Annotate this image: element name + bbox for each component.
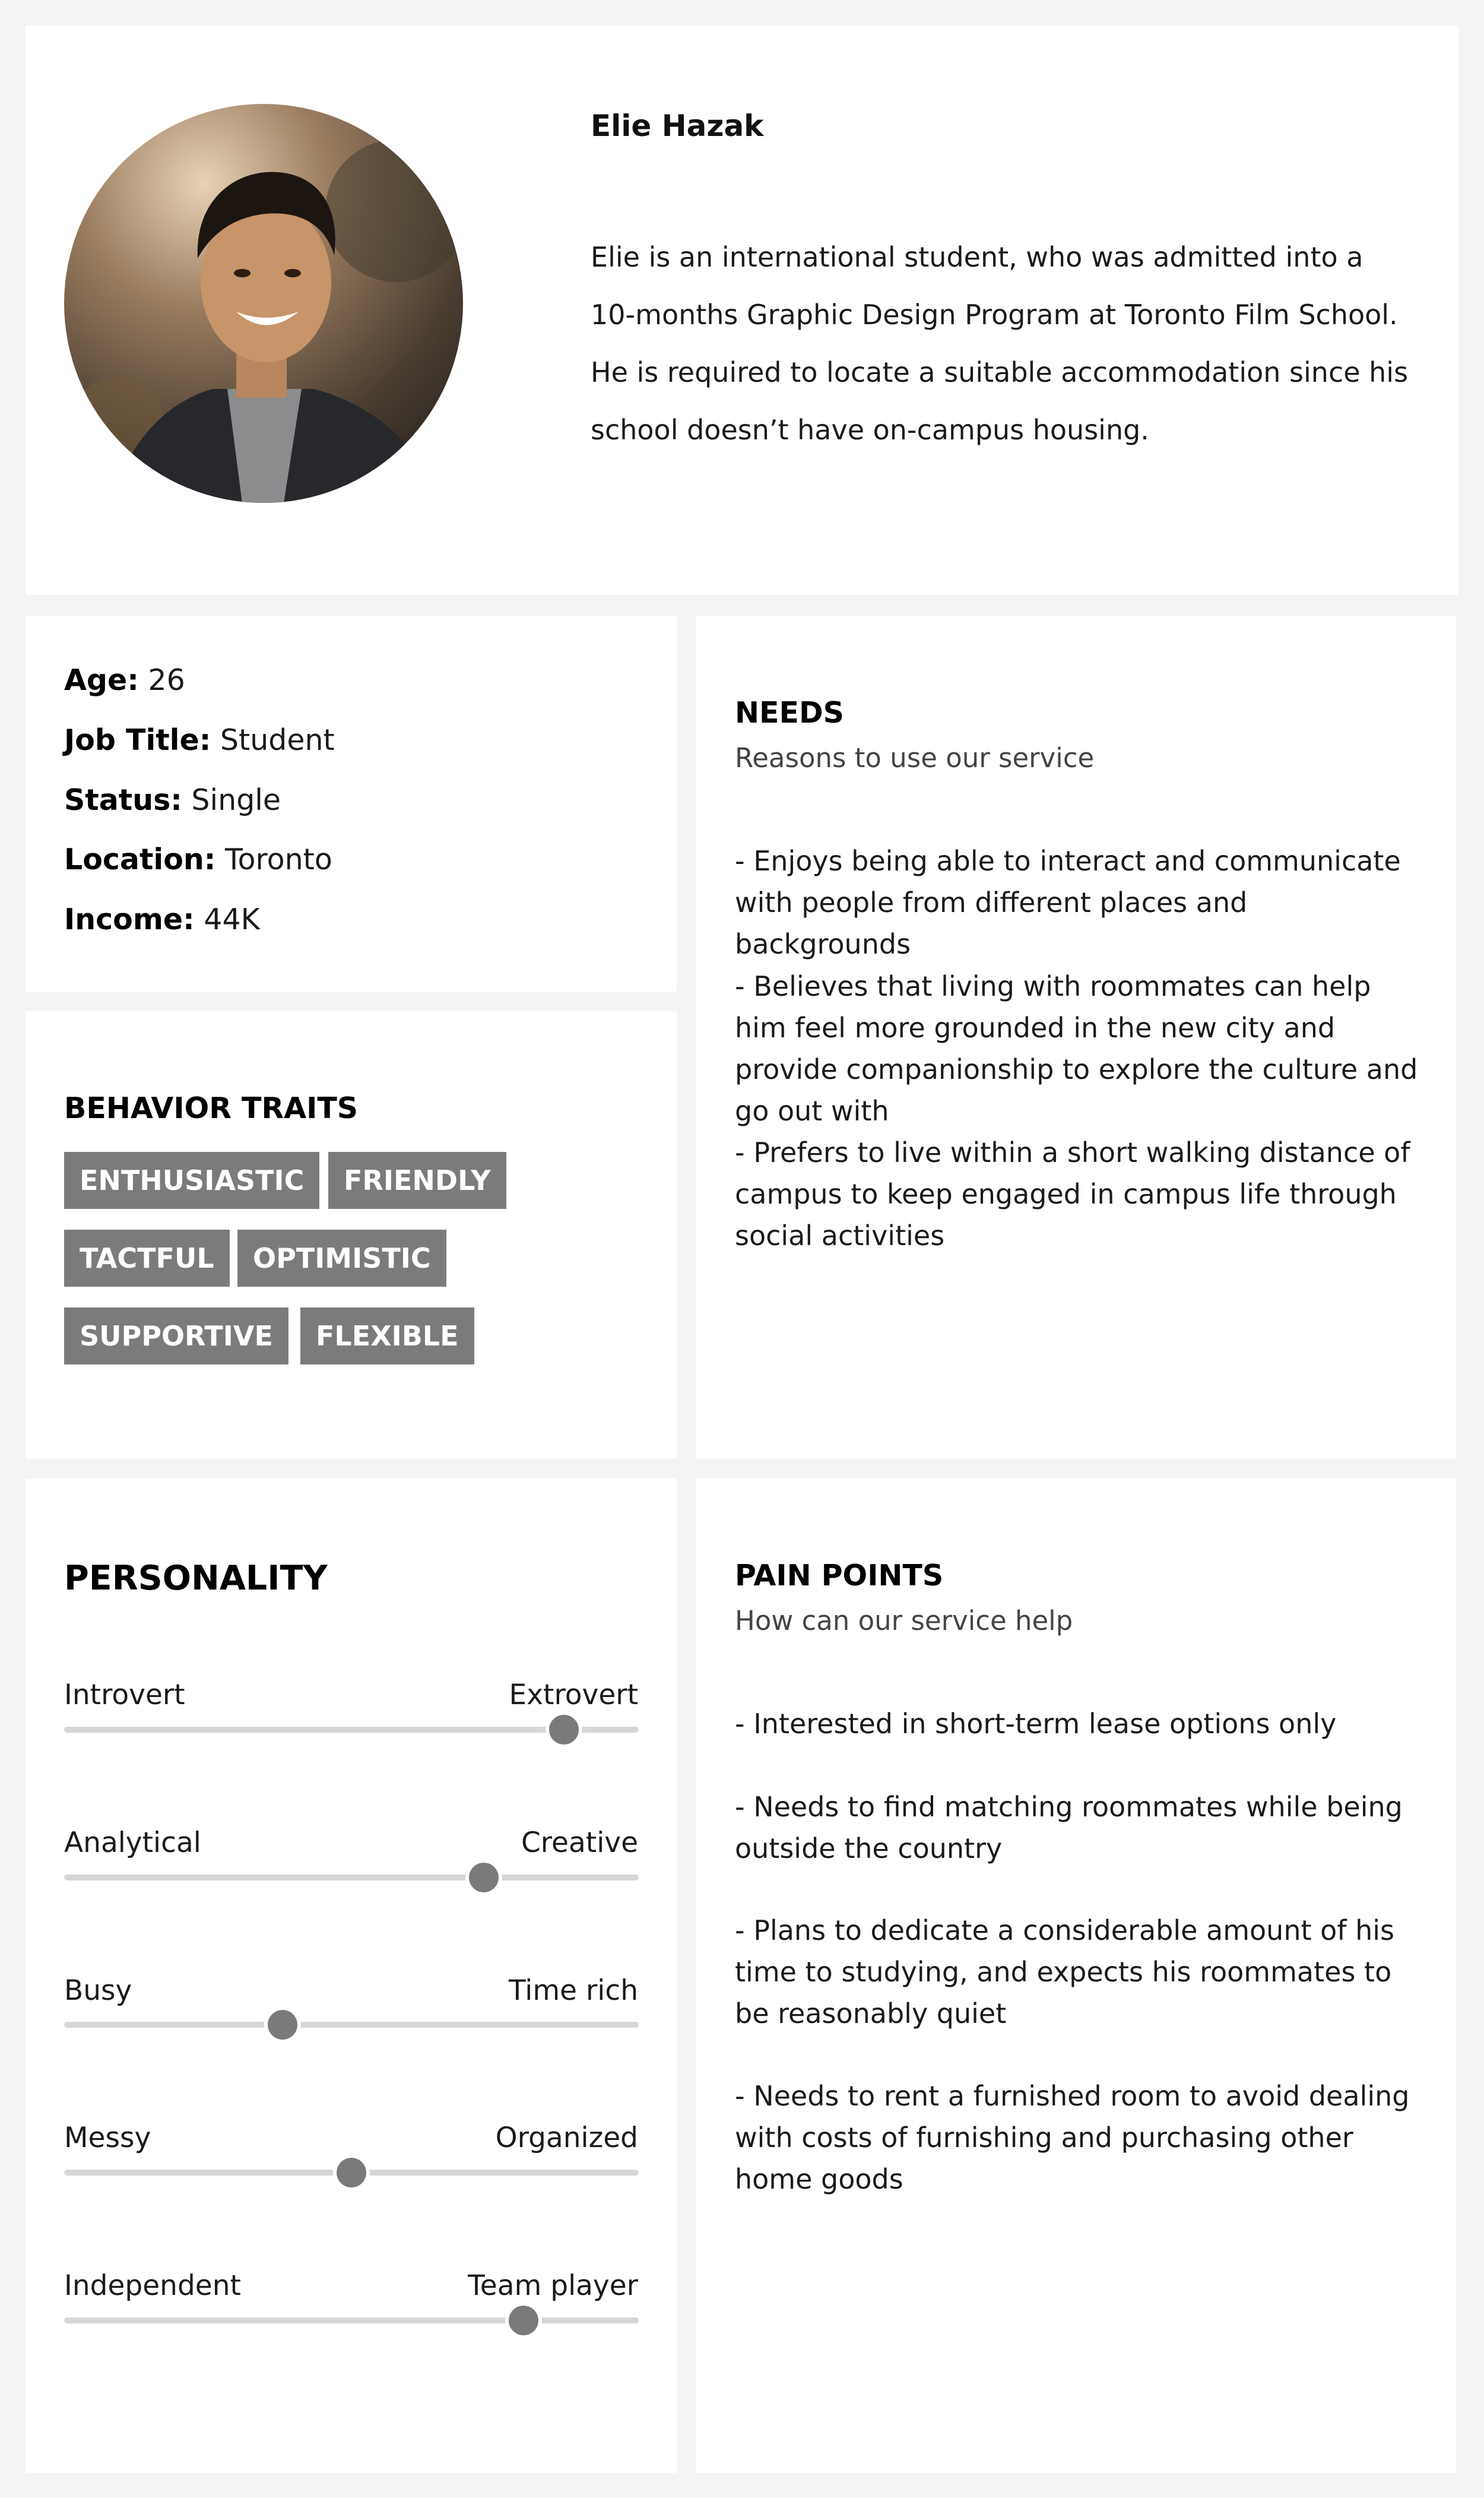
info-status — [64, 783, 281, 817]
info-label: Location: — [64, 843, 216, 876]
info-label: Income: — [64, 903, 195, 936]
slider-track[interactable] — [64, 2022, 639, 2028]
profile-photo — [64, 104, 463, 503]
needs-title: NEEDS — [735, 696, 844, 730]
persona-bio: Elie is an international student, who was admitted into a 10-months Graphic Design Program at Toronto Film School. He is required to locate a suitable accommodation since his school doesn’t have on-campus housing. — [591, 241, 1409, 446]
slider-left-label: Messy — [64, 2122, 151, 2154]
info-value: Toronto — [215, 843, 332, 876]
needs-item: - Enjoys being able to interact and communicate with people from different places and backgrounds — [735, 845, 1401, 960]
slider-right-label: Organized — [495, 2122, 638, 2154]
trait-tag: FLEXIBLE — [300, 1307, 474, 1364]
info-value: Single — [182, 783, 281, 817]
info-location — [64, 843, 332, 876]
needs-item: - Believes that living with roommates can help him feel more grounded in the new city and provide companionship to explore the culture and go out with — [735, 970, 1418, 1127]
info-value: 26 — [138, 663, 185, 697]
pain-point-item: - Interested in short-term lease options only — [735, 1708, 1337, 1740]
slider-track[interactable] — [64, 2317, 639, 2323]
behavior-traits-title: BEHAVIOR TRAITS — [64, 1091, 359, 1125]
pain-point-item: - Needs to find matching roommates while being outside the country — [735, 1791, 1403, 1864]
trait-tag: ENTHUSIASTIC — [64, 1152, 319, 1209]
info-label: Job Title: — [64, 723, 211, 757]
needs-item: - Prefers to live within a short walking distance of campus to keep engaged in campus life through social activities — [735, 1136, 1410, 1252]
info-income — [64, 903, 260, 936]
needs-subtitle: Reasons to use our service — [735, 742, 1095, 774]
slider-track[interactable] — [64, 1727, 639, 1733]
pain-points-title: PAIN POINTS — [735, 1559, 944, 1592]
slider-left-label: Introvert — [64, 1679, 185, 1711]
slider-track[interactable] — [64, 2170, 639, 2176]
trait-tag: FRIENDLY — [328, 1152, 506, 1209]
slider-knob[interactable] — [549, 1715, 579, 1745]
trait-tag: TACTFUL — [64, 1230, 230, 1287]
demographics-card — [26, 616, 677, 992]
pain-points-card — [696, 1478, 1456, 2473]
slider-left-label: Analytical — [64, 1826, 201, 1859]
profile-header-card — [26, 26, 1458, 595]
behavior-traits-card — [26, 1011, 677, 1458]
personality-card — [26, 1478, 677, 2473]
info-value: 44K — [194, 903, 260, 936]
needs-card — [696, 616, 1456, 1458]
slider-knob[interactable] — [509, 2306, 538, 2335]
personality-title: PERSONALITY — [64, 1559, 328, 1598]
slider-left-label: Busy — [64, 1974, 132, 2007]
info-value: Student — [211, 723, 335, 757]
slider-knob[interactable] — [268, 2010, 297, 2040]
slider-right-label: Creative — [521, 1826, 638, 1859]
info-label: Status: — [64, 783, 182, 817]
slider-right-label: Time rich — [509, 1974, 638, 2007]
trait-tag: OPTIMISTIC — [237, 1230, 446, 1287]
pain-point-item: - Plans to dedicate a considerable amount of his time to studying, and expects his roommates to be reasonably quiet — [735, 1914, 1395, 2030]
pain-points-subtitle: How can our service help — [735, 1605, 1073, 1636]
pain-point-item: - Needs to rent a furnished room to avoid dealing with costs of furnishing and purchasing other home goods — [735, 2080, 1410, 2195]
info-age — [64, 663, 185, 697]
slider-left-label: Independent — [64, 2269, 241, 2302]
persona-name: Elie Hazak — [591, 109, 764, 143]
slider-knob[interactable] — [469, 1863, 499, 1892]
slider-right-label: Extrovert — [509, 1679, 638, 1711]
info-label: Age: — [64, 663, 139, 697]
slider-track[interactable] — [64, 1875, 639, 1880]
slider-knob[interactable] — [337, 2158, 366, 2187]
slider-right-label: Team player — [468, 2269, 638, 2302]
info-job-title — [64, 723, 335, 757]
trait-tag: SUPPORTIVE — [64, 1307, 288, 1364]
